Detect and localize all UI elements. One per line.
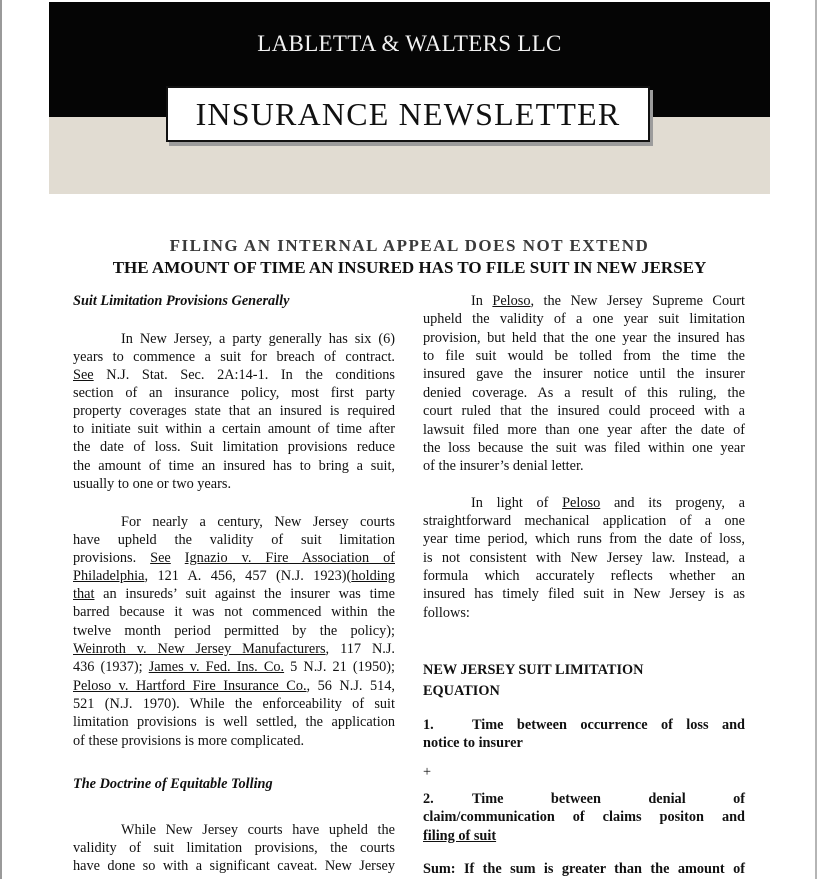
text-line: 521 (N.J. 1970). While the enforceability of suit xyxy=(73,696,395,712)
case-citation: Peloso v. Hartford Fire Insurance Co. xyxy=(73,678,307,694)
case-citation: Peloso xyxy=(562,495,601,511)
text-line: is not consistent with New Jersey law. Instead, a xyxy=(423,550,745,566)
text-line: In New Jersey, a party generally has six (6) xyxy=(121,331,395,347)
newsletter-title: INSURANCE NEWSLETTER xyxy=(195,96,621,132)
text-line: of the insurer’s denial letter. xyxy=(423,458,584,474)
article-headline-line-2: THE AMOUNT OF TIME AN INSURED HAS TO FILE SUIT IN NEW JERSEY xyxy=(112,258,707,277)
case-citation: Philadelphia xyxy=(73,568,145,584)
case-citation: James v. Fed. Ins. Co. xyxy=(148,659,285,675)
text-line: For nearly a century, New Jersey courts xyxy=(121,514,395,530)
article-headline-line-1: FILING AN INTERNAL APPEAL DOES NOT EXTEND xyxy=(169,236,650,255)
text-line: usually to one or two years. xyxy=(73,476,232,492)
equation-item-text: notice to insurer xyxy=(423,735,523,751)
text-line: In Peloso, the New Jersey Supreme Court xyxy=(471,293,745,309)
text-line: denied coverage. As a result of this ruling, the xyxy=(423,385,745,401)
text-line: insured has timely filed suit in New Jersey is as xyxy=(423,586,745,602)
text-line: See N.J. Stat. Sec. 2A:14-1. In the conditions xyxy=(73,367,395,383)
text-line: 436 (1937); James v. Fed. Ins. Co. 5 N.J. 21 (1950); xyxy=(73,659,395,675)
firm-name: LABLETTA & WALTERS LLC xyxy=(257,31,562,56)
equation-item-text: claim/communication of claims positon and xyxy=(423,809,745,825)
equation-heading: EQUATION xyxy=(423,683,500,699)
text-line: validity of suit limitation provisions, the courts xyxy=(73,840,395,856)
text-line: In light of Peloso and its progeny, a xyxy=(471,495,745,511)
text-line: straightforward mechanical application of a one xyxy=(423,513,745,529)
text-line: that an insureds’ suit against the insurer was time xyxy=(73,586,395,602)
citation-signal: See xyxy=(150,550,171,566)
text-line: follows: xyxy=(423,605,470,621)
case-citation: Ignazio v. Fire Association of xyxy=(184,550,395,566)
equation-item-number: 2. xyxy=(423,791,434,807)
case-citation: Weinroth v. New Jersey Manufacturers xyxy=(73,641,326,657)
page-edge-left xyxy=(0,0,2,879)
case-citation: Peloso xyxy=(492,293,531,309)
equation-sum: Sum: If the sum is greater than the amount of xyxy=(423,861,745,877)
text-line: to file suit would be tolled from the time the xyxy=(423,348,745,364)
citation-signal: See xyxy=(73,367,94,383)
text-line: the loss because the suit was filed within one year xyxy=(423,440,745,456)
text-line: of these provisions is more complicated. xyxy=(73,733,305,749)
text-line: have done so with a significant caveat. New Jersey xyxy=(73,858,395,874)
text-line: Peloso v. Hartford Fire Insurance Co., 56 N.J. 514, xyxy=(73,678,395,694)
newsletter-title-box xyxy=(166,86,650,142)
text-line: have upheld the validity of suit limitation xyxy=(73,532,395,548)
text-line: to initiate suit within a certain amount of time after xyxy=(73,421,395,437)
section-heading-equitable-tolling: The Doctrine of Equitable Tolling xyxy=(73,776,273,792)
text-line: lawsuit filed more than one year after the date of xyxy=(423,422,745,438)
text-line: Philadelphia, 121 A. 456, 457 (N.J. 1923)(holding xyxy=(73,568,395,584)
text-line: years to commence a suit for breach of contract. xyxy=(73,349,395,365)
text-line: While New Jersey courts have upheld the xyxy=(121,822,395,838)
text-line: year time period, which runs from the date of loss, xyxy=(423,531,745,547)
text-line: the date of loss. Suit limitation provisions reduce xyxy=(73,439,395,455)
equation-item-text: Time between denial of xyxy=(472,791,745,807)
text-line: formula which accurately reflects whether an xyxy=(423,568,745,584)
equation-item-text: Time between occurrence of loss and xyxy=(472,717,745,733)
text-line: Weinroth v. New Jersey Manufacturers, 117 N.J. xyxy=(73,641,395,657)
text-line: insured gave the insurer notice until the insurer xyxy=(423,366,745,382)
equation-item-text: filing of suit xyxy=(423,828,497,844)
text-line: limitation provisions is well settled, the application xyxy=(73,714,395,730)
section-heading-suit-limitation: Suit Limitation Provisions Generally xyxy=(73,293,290,309)
text-line: section of an insurance policy, most first party xyxy=(73,385,395,401)
equation-plus: + xyxy=(423,764,432,780)
text-line: upheld the validity of a one year suit limitation xyxy=(423,311,745,327)
text-line: provisions. See Ignazio v. Fire Association of xyxy=(73,550,395,566)
text-line: twelve month period permitted by the policy); xyxy=(73,623,395,639)
text-line: barred because it was not commenced within the xyxy=(73,604,395,620)
text-line: the amount of time an insured has to bring a suit, xyxy=(73,458,395,474)
text-line: property coverages state that an insured is required xyxy=(73,403,395,419)
equation-item-number: 1. xyxy=(423,717,434,733)
equation-heading: NEW JERSEY SUIT LIMITATION xyxy=(423,662,644,678)
text-line: court ruled that the insured could proceed with a xyxy=(423,403,745,419)
text-line: provision, but held that the one year the insured has xyxy=(423,330,745,346)
